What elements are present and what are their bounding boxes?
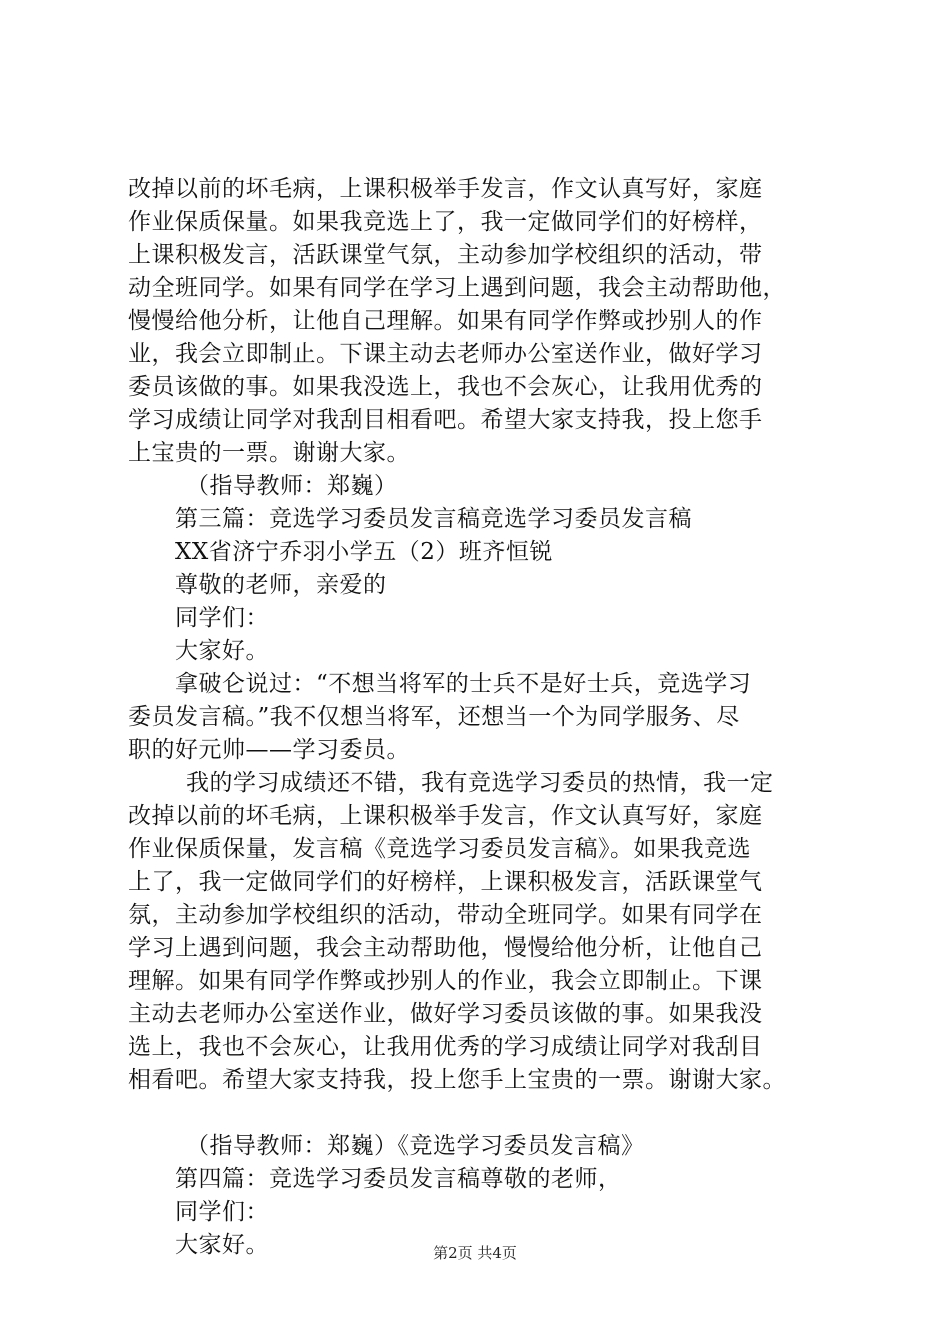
text-line: 学习成绩让同学对我刮目相看吧。希望大家支持我，投上您手	[128, 407, 763, 433]
salutation: 尊敬的老师，亲爱的	[175, 572, 387, 598]
text-line: 慢慢给他分析，让他自己理解。如果有同学作弊或抄别人的作	[128, 308, 763, 334]
text-line: 氛，主动参加学校组织的活动，带动全班同学。如果有同学在	[128, 902, 763, 928]
salutation: 同学们：	[175, 605, 269, 631]
text-line: 委员发言稿。”我不仅想当将军，还想当一个为同学服务、尽	[128, 704, 740, 730]
paragraph-gap	[128, 1097, 828, 1130]
section-heading: 第四篇：竞选学习委员发言稿尊敬的老师，	[175, 1166, 622, 1192]
greeting: 大家好。	[175, 638, 269, 664]
text-line: 改掉以前的坏毛病，上课积极举手发言，作文认真写好，家庭	[128, 176, 763, 202]
section-heading: 第三篇：竞选学习委员发言稿竞选学习委员发言稿	[175, 506, 692, 532]
teacher-note: （指导教师：郑巍）《竞选学习委员发言稿》	[186, 1133, 645, 1159]
text-line: 职的好元帅——学习委员。	[128, 737, 410, 763]
document-body	[128, 173, 828, 1262]
text-line: 改掉以前的坏毛病，上课积极举手发言，作文认真写好，家庭	[128, 803, 763, 829]
greeting: 大家好。	[175, 1232, 269, 1258]
author-line: XX省济宁乔羽小学五（2）班齐恒锐	[175, 539, 553, 565]
text-line: 我的学习成绩还不错，我有竞选学习委员的热情，我一定	[186, 770, 774, 796]
page-number-footer: 第2页 共4页	[433, 1244, 517, 1262]
text-line: 主动去老师办公室送作业，做好学习委员该做的事。如果我没	[128, 1001, 763, 1027]
text-line: 业，我会立即制止。下课主动去老师办公室送作业，做好学习	[128, 341, 763, 367]
text-line: 委员该做的事。如果我没选上，我也不会灰心，让我用优秀的	[128, 374, 763, 400]
text-line: 作业保质保量。如果我竞选上了，我一定做同学们的好榜样，	[128, 209, 763, 235]
text-line: 相看吧。希望大家支持我，投上您手上宝贵的一票。谢谢大家。	[128, 1067, 786, 1093]
text-line: 作业保质保量，发言稿《竞选学习委员发言稿》。如果我竞选	[128, 836, 751, 862]
text-line: 拿破仑说过：“不想当将军的士兵不是好士兵，竞选学习	[175, 671, 752, 697]
salutation: 同学们：	[175, 1199, 269, 1225]
text-line: 上宝贵的一票。谢谢大家。	[128, 440, 410, 466]
text-line: 学习上遇到问题，我会主动帮助他，慢慢给他分析，让他自己	[128, 935, 763, 961]
text-line: 动全班同学。如果有同学在学习上遇到问题，我会主动帮助他，	[128, 275, 786, 301]
text-line: 理解。如果有同学作弊或抄别人的作业，我会立即制止。下课	[128, 968, 763, 994]
text-line: 选上，我也不会灰心，让我用优秀的学习成绩让同学对我刮目	[128, 1034, 763, 1060]
text-line: 上了，我一定做同学们的好榜样，上课积极发言，活跃课堂气	[128, 869, 763, 895]
teacher-note: （指导教师：郑巍）	[186, 473, 398, 499]
text-line: 上课积极发言，活跃课堂气氛，主动参加学校组织的活动，带	[128, 242, 763, 268]
